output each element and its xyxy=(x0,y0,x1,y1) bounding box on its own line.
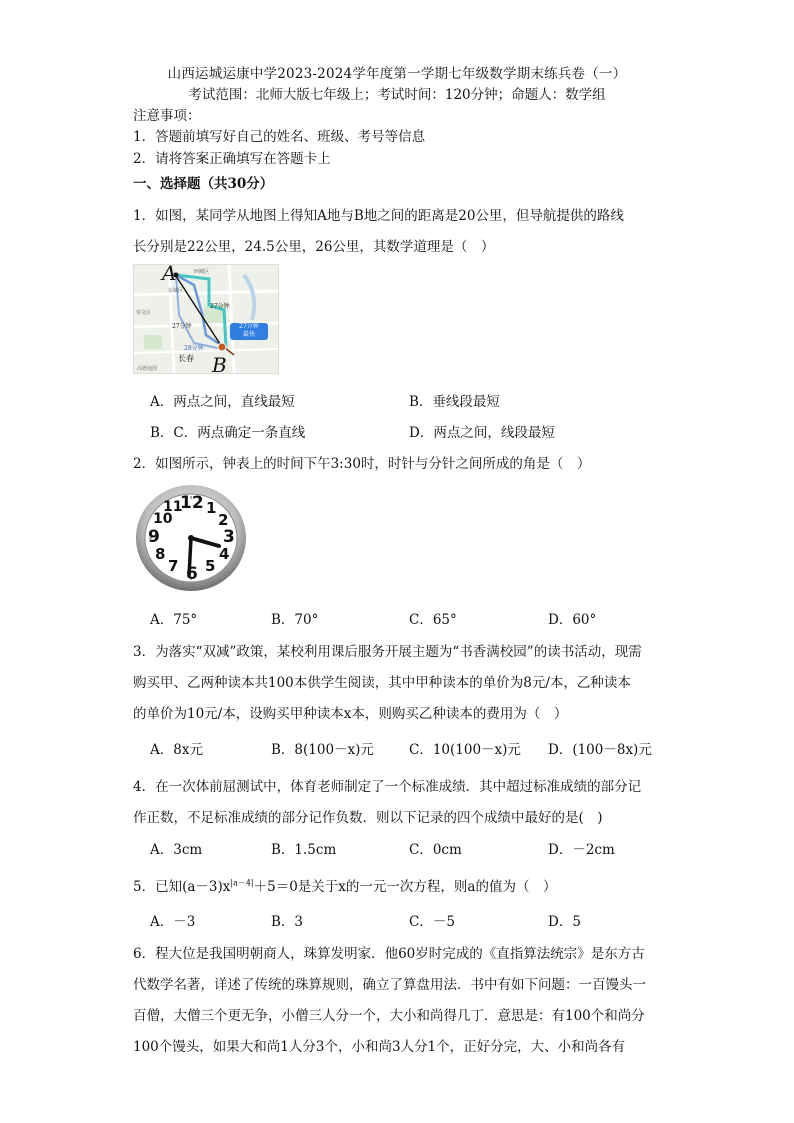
q4-option-c: C．0cm xyxy=(409,842,462,858)
q3-line-3: 的单价为10元/本，设购买甲种读本x本，则购买乙种读本的费用为（ ） xyxy=(133,706,568,722)
notes-item-1: 1．答题前填写好自己的姓名、班级、考号等信息 xyxy=(133,129,426,145)
clock-num-7: 7 xyxy=(168,557,179,575)
map-place-2: 东城区 xyxy=(168,288,184,294)
clock-num-5: 5 xyxy=(205,557,216,575)
q3-option-b: B．8(100－x)元 xyxy=(271,742,374,758)
clock-num-4: 4 xyxy=(219,545,230,563)
q2-option-a: A．75° xyxy=(150,612,198,628)
clock-num-3: 3 xyxy=(223,527,235,547)
map-label-b: B xyxy=(212,353,227,374)
q4-line-2: 作正数，不足标准成绩的部分记作负数．则以下记录的四个成绩中最好的是( ) xyxy=(133,810,603,826)
q6-line-4: 100个馒头，如果大和尚1人分3个，小和尚3人分1个，正好分完，大、小和尚各有 xyxy=(133,1039,626,1055)
map-route-time-2: 27分钟 xyxy=(210,303,230,310)
exam-title: 山西运城运康中学2023-2024学年度第一学期七年级数学期末练兵卷（一） xyxy=(167,66,627,82)
clock-num-8: 8 xyxy=(155,545,166,563)
map-footer: 高德地图 xyxy=(137,366,158,372)
map-badge-time: 27分钟 xyxy=(239,323,259,330)
q1-option-b: B．垂线段最短 xyxy=(409,394,500,410)
map-place-4: 长春 xyxy=(178,354,194,363)
q1-option-d: D．两点之间，线段最短 xyxy=(409,425,555,441)
map-place-1: 西城区 xyxy=(194,269,210,275)
q5-option-a: A．－3 xyxy=(150,914,196,930)
map-route-time-3: 28分钟 xyxy=(184,345,204,352)
q5-option-c: C．－5 xyxy=(409,914,455,930)
q3-option-c: C．10(100－x)元 xyxy=(409,742,521,758)
map-fastest-badge xyxy=(230,323,268,340)
q4-option-a: A．3cm xyxy=(150,842,203,858)
q2-option-d: D．60° xyxy=(548,612,597,628)
q3-line-1: 3．为落实“双减”政策，某校利用课后服务开展主题为“书香满校园”的读书活动，现需 xyxy=(133,644,642,660)
q2-option-c: C．65° xyxy=(409,612,457,628)
q4-option-b: B．1.5cm xyxy=(271,842,337,858)
clock-figure xyxy=(135,484,247,592)
q1-option-a: A．两点之间，直线最短 xyxy=(150,394,295,410)
clock-num-2: 2 xyxy=(218,511,229,529)
clock-num-6: 6 xyxy=(186,564,198,584)
section-heading: 一、选择题（共30分） xyxy=(133,176,274,192)
q6-line-1: 6．程大位是我国明朝商人，珠算发明家．他60岁时完成的《直指算法统宗》是东方古 xyxy=(133,946,645,962)
q3-option-d: D．(100－8x)元 xyxy=(548,742,652,758)
q5-option-d: D．5 xyxy=(548,914,581,930)
q5-text xyxy=(133,875,556,895)
q6-line-2: 代数学名著，详述了传统的珠算规则，确立了算盘用法．书中有如下问题：一百馒头一 xyxy=(133,977,646,993)
q5-pre: 5．已知(a－3)x xyxy=(133,879,231,895)
exam-subtitle: 考试范围：北师大版七年级上；考试时间：120分钟；命题人：数学组 xyxy=(188,87,606,103)
q1-line-2: 长分别是22公里，24.5公里，26公里，其数学道理是（ ） xyxy=(133,239,495,255)
map-place-3: 崇文区 xyxy=(136,310,152,316)
notes-heading: 注意事项： xyxy=(133,108,201,124)
map-badge-label: 最快 xyxy=(242,331,255,338)
q4-option-d: D．－2cm xyxy=(548,842,615,858)
map-figure xyxy=(133,264,279,374)
clock-num-1: 1 xyxy=(206,499,217,517)
notes-item-2: 2．请将答案正确填写在答题卡上 xyxy=(133,151,331,167)
q4-line-1: 4．在一次体前屈测试中，体育老师制定了一个标准成绩．其中超过标准成绩的部分记 xyxy=(133,779,642,795)
clock-num-11: 11 xyxy=(163,499,183,515)
map-route-time-1: 27分钟 xyxy=(172,323,192,330)
map-label-a: A xyxy=(162,264,177,285)
q5-exponent: |a－4| xyxy=(230,878,254,888)
q5-option-b: B．3 xyxy=(271,914,304,930)
clock-num-9: 9 xyxy=(148,527,160,547)
q3-line-2: 购买甲、乙两种读本共100本供学生阅读，其中甲种读本的单价为8元/本，乙种读本 xyxy=(133,675,631,691)
q2-text: 2．如图所示，钟表上的时间下午3:30时，时针与分针之间所成的角是（ ） xyxy=(133,456,591,472)
q1-line-1: 1．如图，某同学从地图上得知A地与B地之间的距离是20公里，但导航提供的路线 xyxy=(133,208,624,224)
q3-option-a: A．8x元 xyxy=(150,742,203,758)
q2-option-b: B．70° xyxy=(271,612,319,628)
q6-line-3: 百僧，大僧三个更无争，小僧三人分一个，大小和尚得几丁．意思是：有100个和尚分 xyxy=(133,1008,645,1024)
q5-post: ＋5＝0是关于x的一元一次方程，则a的值为（ ） xyxy=(253,879,557,895)
clock-num-10: 10 xyxy=(153,511,173,527)
clock-num-12: 12 xyxy=(180,493,204,513)
q1-option-c: B．C．两点确定一条直线 xyxy=(150,425,306,441)
